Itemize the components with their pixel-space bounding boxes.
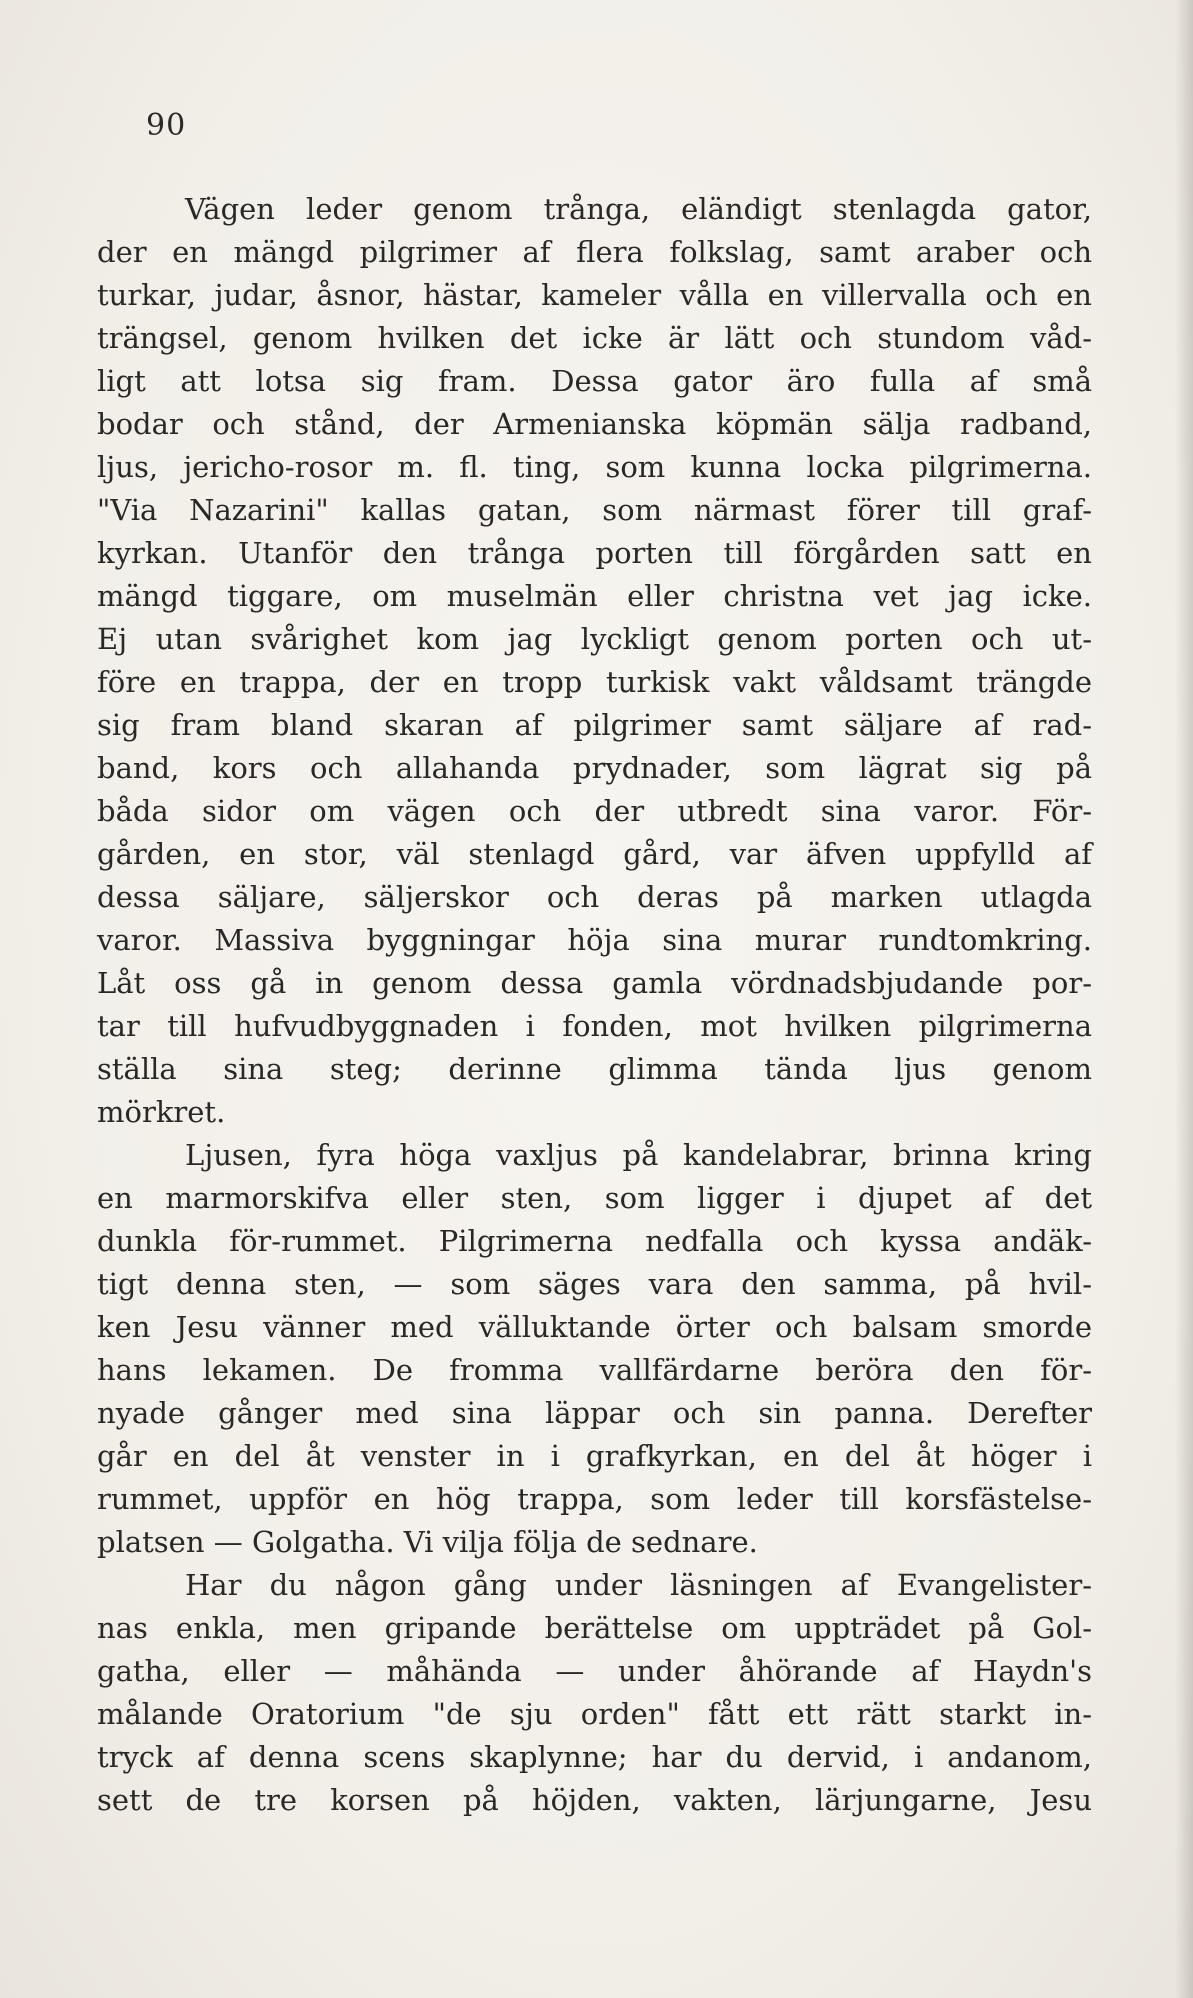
- text-line: platsen — Golgatha. Vi vilja följa de sednare.: [97, 1525, 758, 1559]
- text-line: varor. Massiva byggningar höja sina murar rundtomkring.: [97, 923, 1092, 957]
- text-line: mörkret.: [97, 1095, 226, 1129]
- text-line: tigt denna sten, — som säges vara den samma, på hvil-: [97, 1267, 1092, 1301]
- text-line: dessa säljare, säljerskor och deras på marken utlagda: [97, 880, 1092, 914]
- text-line: tryck af denna scens skaplynne; har du dervid, i andanom,: [97, 1740, 1092, 1774]
- text-line: Vägen leder genom trånga, eländigt stenlagda gator,: [185, 192, 1092, 226]
- text-line: "Via Nazarini" kallas gatan, som närmast förer till graf-: [97, 493, 1092, 527]
- text-line: ligt att lotsa sig fram. Dessa gator äro fulla af små: [97, 364, 1092, 398]
- text-line: gatha, eller — måhända — under åhörande af Haydn's: [97, 1654, 1092, 1688]
- text-line: målande Oratorium "de sju orden" fått ett rätt starkt in-: [97, 1697, 1092, 1731]
- text-line: nas enkla, men gripande berättelse om uppträdet på Gol-: [97, 1611, 1092, 1645]
- text-line: en marmorskifva eller sten, som ligger i djupet af det: [97, 1181, 1092, 1215]
- text-line: båda sidor om vägen och der utbredt sina varor. För-: [97, 794, 1092, 828]
- text-line: tar till hufvudbyggnaden i fonden, mot hvilken pilgrimerna: [97, 1009, 1092, 1043]
- text-line: rummet, uppför en hög trappa, som leder till korsfästelse-: [97, 1482, 1092, 1516]
- page-edge-shadow: [1175, 0, 1193, 1998]
- text-line: Ljusen, fyra höga vaxljus på kandelabrar, brinna kring: [185, 1138, 1092, 1172]
- text-line: Ej utan svårighet kom jag lyckligt genom porten och ut-: [97, 622, 1092, 656]
- text-line: ljus, jericho-rosor m. fl. ting, som kunna locka pilgrimerna.: [97, 450, 1092, 484]
- text-line: gården, en stor, väl stenlagd gård, var äfven uppfylld af: [97, 837, 1092, 871]
- text-line: mängd tiggare, om muselmän eller christna vet jag icke.: [97, 579, 1092, 613]
- page-number: 90: [146, 108, 187, 143]
- text-line: ställa sina steg; derinne glimma tända ljus genom: [97, 1052, 1092, 1086]
- text-line: hans lekamen. De fromma vallfärdarne beröra den för-: [97, 1353, 1092, 1387]
- text-line: kyrkan. Utanför den trånga porten till förgården satt en: [97, 536, 1092, 570]
- text-line: nyade gånger med sina läppar och sin panna. Derefter: [97, 1396, 1092, 1430]
- text-line: ken Jesu vänner med välluktande örter och balsam smorde: [97, 1310, 1092, 1344]
- text-line: band, kors och allahanda prydnader, som lägrat sig på: [97, 751, 1092, 785]
- text-line: bodar och stånd, der Armenianska köpmän sälja radband,: [97, 407, 1092, 441]
- text-line: turkar, judar, åsnor, hästar, kameler vålla en villervalla och en: [97, 278, 1092, 312]
- text-line: trängsel, genom hvilken det icke är lätt och stundom våd-: [97, 321, 1092, 355]
- text-line: Har du någon gång under läsningen af Evangelister-: [185, 1568, 1092, 1602]
- text-line: Låt oss gå in genom dessa gamla vördnadsbjudande por-: [97, 966, 1092, 1000]
- text-line: dunkla för-rummet. Pilgrimerna nedfalla och kyssa andäk-: [97, 1224, 1092, 1258]
- body-text: [97, 188, 1092, 1822]
- text-line: sett de tre korsen på höjden, vakten, lärjungarne, Jesu: [97, 1783, 1092, 1817]
- text-line: före en trappa, der en tropp turkisk vakt våldsamt trängde: [97, 665, 1092, 699]
- text-line: der en mängd pilgrimer af flera folkslag, samt araber och: [97, 235, 1092, 269]
- text-line: går en del åt venster in i grafkyrkan, en del åt höger i: [97, 1439, 1092, 1473]
- text-line: sig fram bland skaran af pilgrimer samt säljare af rad-: [97, 708, 1092, 742]
